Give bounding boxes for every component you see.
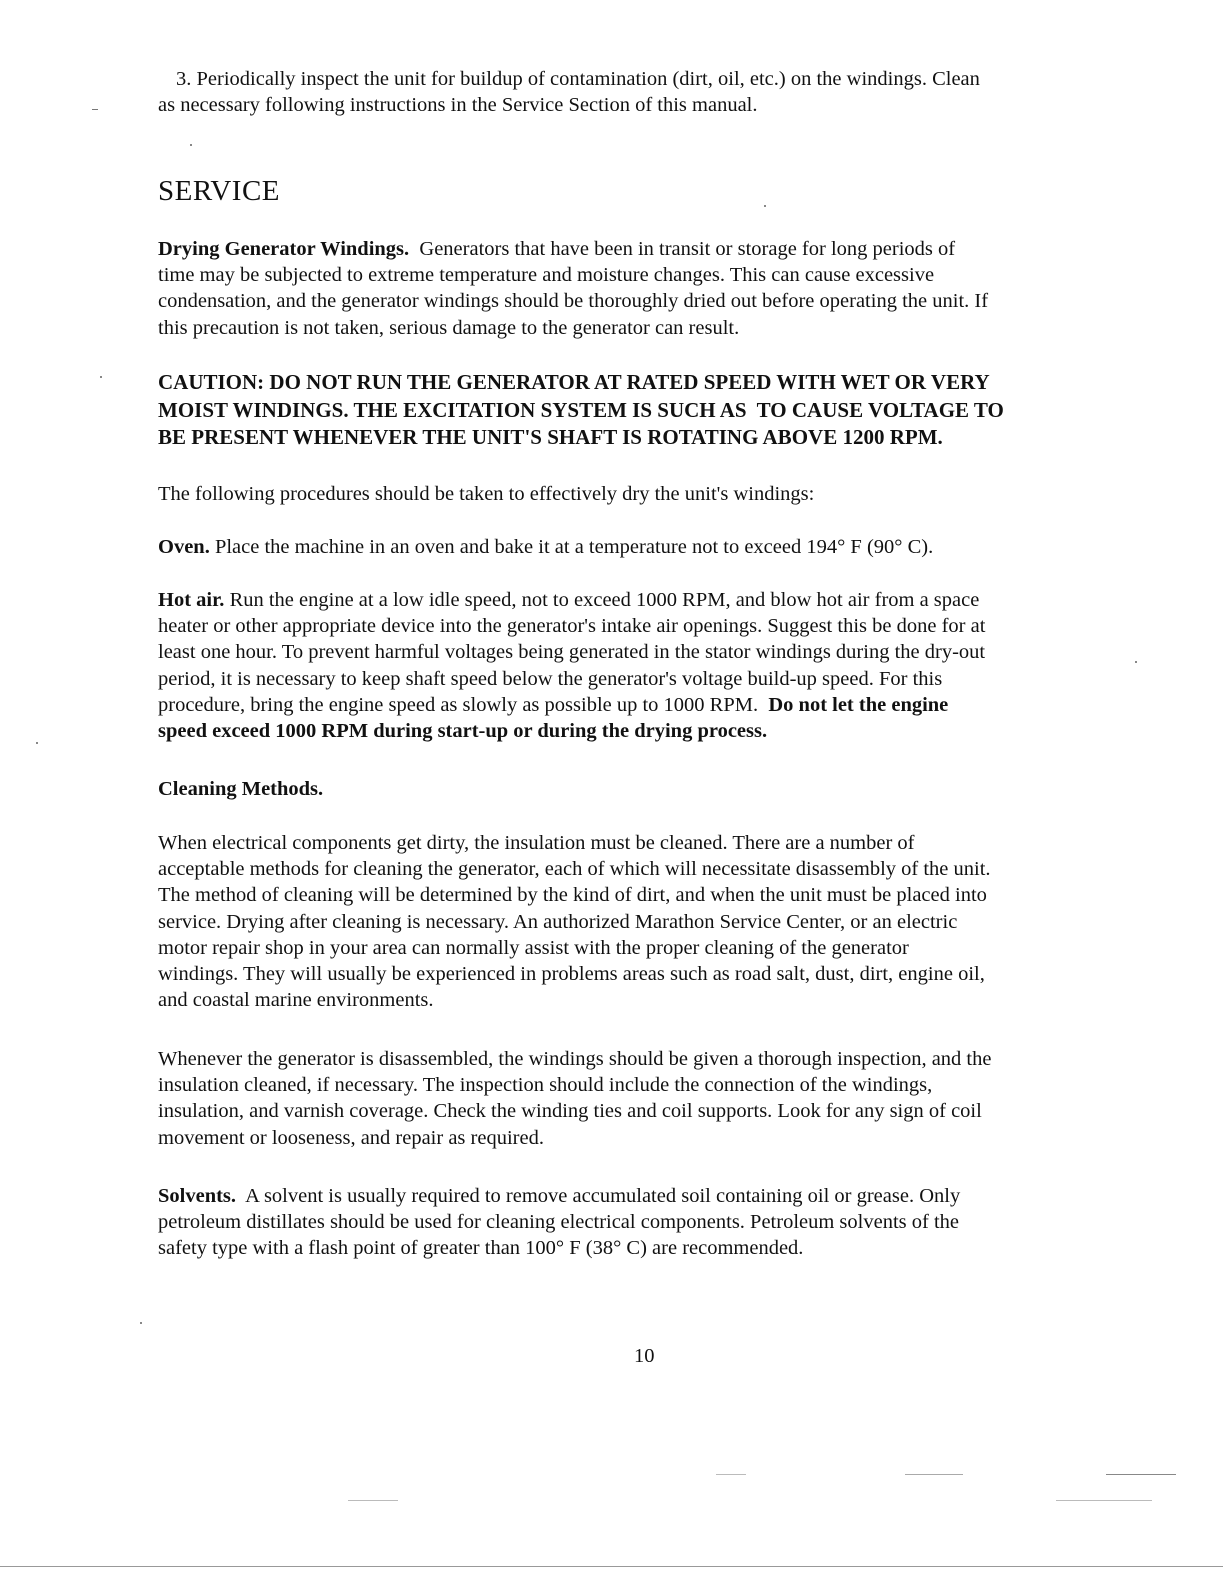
- cleaning-p1-line-1: When electrical components get dirty, the insulation must be cleaned. There are a number of: [158, 832, 915, 854]
- caution-line-3: BE PRESENT WHENEVER THE UNIT'S SHAFT IS ROTATING ABOVE 1200 RPM.: [158, 425, 943, 449]
- cleaning-p2-line-3: insulation, and varnish coverage. Check the winding ties and coil supports. Look for any sign of coil: [158, 1100, 982, 1123]
- hot-air-line-5-text: procedure, bring the engine speed as slowly as possible up to 1000 RPM.: [158, 693, 769, 716]
- solvents-label: Solvents.: [158, 1185, 237, 1207]
- cleaning-p1-line-2: acceptable methods for cleaning the generator, each of which will necessitate disassembly of the unit.: [158, 858, 991, 881]
- caution-line-1: CAUTION: DO NOT RUN THE GENERATOR AT RATED SPEED WITH WET OR VERY: [158, 370, 990, 394]
- drying-line-1-text: Generators that have been in transit or storage for long periods of: [409, 238, 956, 260]
- scan-speck: [905, 1474, 963, 1475]
- procedures-intro-text: The following procedures should be taken to effectively dry the unit's windings:: [158, 483, 815, 505]
- oven-line: [158, 534, 1118, 560]
- hot-air-label: Hot air.: [158, 589, 225, 611]
- caution-notice: [158, 369, 1138, 452]
- solvents-line-2: petroleum distillates should be used for cleaning electrical components. Petroleum solvents of the: [158, 1211, 960, 1234]
- procedures-intro: [158, 481, 1118, 507]
- caution-line-2: MOIST WINDINGS. THE EXCITATION SYSTEM IS SUCH AS TO CAUSE VOLTAGE TO: [158, 397, 1004, 422]
- oven-label: Oven.: [158, 536, 210, 558]
- cleaning-p1-line-7: and coastal marine environments.: [158, 989, 434, 1012]
- scan-speck: [92, 109, 98, 110]
- solvents-line-1: [158, 1183, 1118, 1209]
- hot-air-line-1: [158, 587, 1118, 613]
- cleaning-p1-line-6: windings. They will usually be experienced in problems areas such as road salt, dust, dirt, engine oil,: [158, 963, 985, 986]
- scan-bottom-edge: [0, 1566, 1223, 1567]
- scan-dot: [190, 144, 192, 146]
- hot-air-line-3: least one hour. To prevent harmful voltages being generated in the stator windings during the dry-out: [158, 641, 986, 664]
- scan-dot: [100, 376, 102, 378]
- hot-air-line-1-text: Run the engine at a low idle speed, not to exceed 1000 RPM, and blow hot air from a space: [224, 589, 980, 611]
- drying-line-4: this precaution is not taken, serious damage to the generator can result.: [158, 316, 740, 339]
- scan-dot: [36, 742, 38, 744]
- cleaning-p2-line-2: insulation cleaned, if necessary. The inspection should include the connection of the windings,: [158, 1074, 933, 1097]
- cleaning-p1-line-3: The method of cleaning will be determined by the kind of dirt, and when the unit must be placed into: [158, 884, 987, 907]
- solvents-paragraph: [158, 1183, 1118, 1262]
- hot-air-warning-end: speed exceed 1000 RPM during start-up or during the drying process.: [158, 720, 768, 743]
- hot-air-paragraph: [158, 587, 1118, 744]
- oven-text: Place the machine in an oven and bake it at a temperature not to exceed 194° F (90° C).: [209, 536, 934, 558]
- inspection-line-1: 3. Periodically inspect the unit for buildup of contamination (dirt, oil, etc.) on the windings. Clean: [176, 68, 980, 90]
- cleaning-paragraph-2: [158, 1046, 1118, 1151]
- cleaning-paragraph-1: [158, 830, 1118, 1013]
- scan-dot: [1135, 661, 1137, 663]
- drying-label: Drying Generator Windings.: [158, 238, 410, 260]
- hot-air-line-2: heater or other appropriate device into the generator's intake air openings. Suggest this be done for at: [158, 615, 986, 638]
- section-heading: SERVICE: [158, 175, 281, 207]
- drying-line-1: [158, 236, 1118, 262]
- cleaning-p2-line-1: Whenever the generator is disassembled, the windings should be given a thorough inspection, and the: [158, 1048, 992, 1070]
- drying-line-3: condensation, and the generator windings should be thoroughly dried out before operating the unit. If: [158, 290, 989, 313]
- scan-dot: [140, 1322, 142, 1324]
- cleaning-p1-line-5: motor repair shop in your area can normally assist with the proper cleaning of the generator: [158, 936, 909, 959]
- inspection-line-2: as necessary following instructions in the Service Section of this manual.: [158, 94, 758, 117]
- oven-paragraph: [158, 534, 1118, 560]
- drying-line-2: time may be subjected to extreme temperature and moisture changes. This can cause excessive: [158, 264, 935, 287]
- drying-paragraph: [158, 236, 1118, 341]
- cleaning-heading: [158, 776, 1118, 802]
- cleaning-heading-text: Cleaning Methods.: [158, 778, 324, 800]
- solvents-line-1-text: A solvent is usually required to remove accumulated soil containing oil or grease. Only: [236, 1185, 961, 1207]
- scan-speck: [716, 1474, 746, 1475]
- cleaning-p1-line-4: service. Drying after cleaning is necessary. An authorized Marathon Service Center, or an electric: [158, 910, 958, 933]
- hot-air-warning-start: Do not let the engine: [768, 693, 949, 716]
- inspection-paragraph: [158, 66, 1118, 118]
- hot-air-line-5: [158, 692, 1118, 718]
- solvents-line-3: safety type with a flash point of greater than 100° F (38° C) are recommended.: [158, 1237, 804, 1260]
- scan-speck: [1056, 1500, 1152, 1501]
- scan-speck: [348, 1500, 398, 1501]
- page-number: 10: [634, 1345, 655, 1367]
- scan-dot: [764, 205, 766, 207]
- hot-air-line-4: period, it is necessary to keep shaft speed below the generator's voltage build-up speed. For this: [158, 667, 943, 690]
- cleaning-p2-line-4: movement or looseness, and repair as required.: [158, 1126, 544, 1149]
- scan-speck: [1106, 1474, 1176, 1475]
